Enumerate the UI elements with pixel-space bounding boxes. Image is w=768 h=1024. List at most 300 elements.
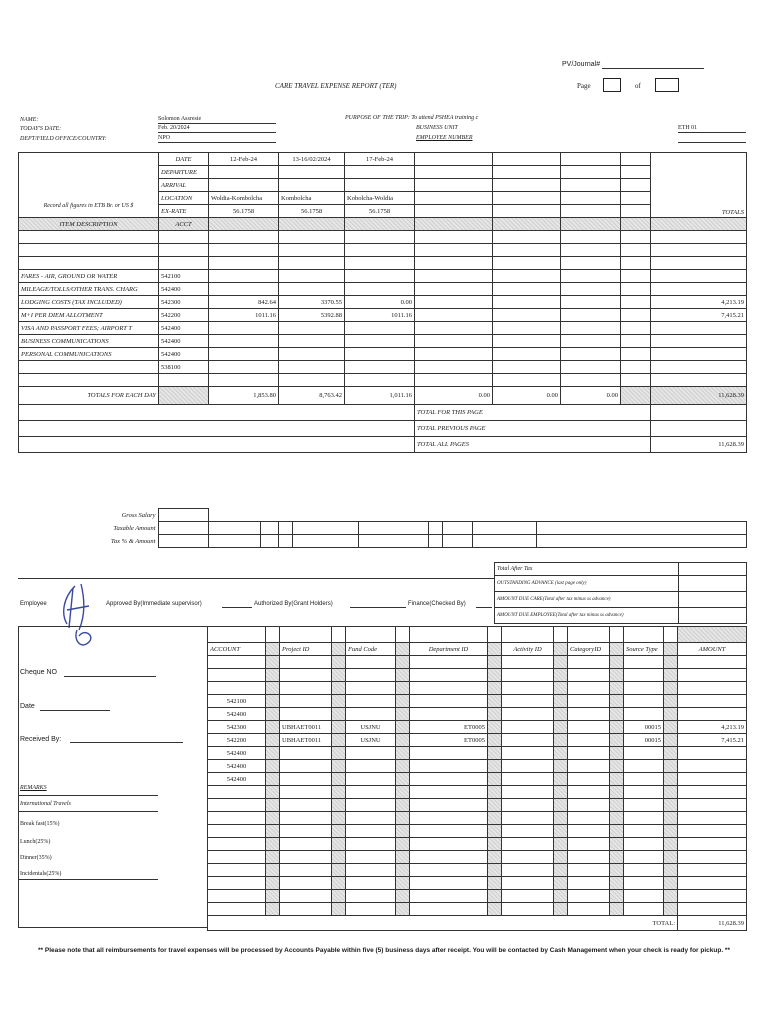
coding-spacer bbox=[396, 734, 410, 747]
coding-department-id[interactable] bbox=[410, 695, 488, 708]
item-account: 542400 bbox=[159, 283, 209, 296]
coding-department-id[interactable] bbox=[410, 760, 488, 773]
expense-item-row bbox=[19, 348, 747, 361]
departure-col-1[interactable] bbox=[209, 166, 279, 179]
coding-spacer bbox=[554, 773, 568, 786]
total-all-pages-label: TOTAL ALL PAGES bbox=[415, 437, 651, 453]
coding-category-id[interactable] bbox=[568, 734, 610, 747]
coding-fund-code[interactable] bbox=[346, 708, 396, 721]
item-value-col-7[interactable] bbox=[621, 335, 651, 348]
tax-pct-label: Tax % & Amount bbox=[110, 537, 156, 545]
item-value-col-6[interactable] bbox=[561, 309, 621, 322]
departure-col-6[interactable] bbox=[561, 166, 621, 179]
coding-spacer bbox=[664, 734, 678, 747]
coding-category-id[interactable] bbox=[568, 695, 610, 708]
item-value-col-7[interactable] bbox=[621, 361, 651, 374]
amount-due-care-value[interactable] bbox=[679, 592, 747, 608]
business-unit-code[interactable]: ETH 01 bbox=[678, 124, 746, 133]
day-total-6: 0.00 bbox=[561, 387, 621, 405]
coding-total-value: 11,628.39 bbox=[678, 916, 747, 931]
location-col-1[interactable]: Woldia-Kombolcha bbox=[209, 192, 279, 205]
item-value-col-5[interactable] bbox=[493, 309, 561, 322]
departure-col-5[interactable] bbox=[493, 166, 561, 179]
grand-total: 11,628.39 bbox=[651, 387, 747, 405]
item-description: BUSINESS COMMUNICATIONS bbox=[19, 335, 159, 348]
location-col-3[interactable]: Kobolcha-Woldia bbox=[345, 192, 415, 205]
item-value-col-3[interactable] bbox=[345, 322, 415, 335]
item-value-col-2[interactable] bbox=[279, 361, 345, 374]
exrate-col-6[interactable] bbox=[561, 205, 621, 218]
incidentals-label: Incidentals(25%) bbox=[20, 871, 62, 877]
item-value-col-2[interactable] bbox=[279, 270, 345, 283]
coding-amount[interactable] bbox=[678, 695, 747, 708]
coding-spacer bbox=[554, 708, 568, 721]
item-value-col-3[interactable] bbox=[345, 335, 415, 348]
breakfast-label: Break fast(15%) bbox=[20, 821, 60, 827]
expense-item-row bbox=[19, 283, 747, 296]
date-col-7[interactable] bbox=[621, 153, 651, 166]
totals-header: TOTALS bbox=[651, 153, 747, 218]
coding-amount[interactable] bbox=[678, 708, 747, 721]
item-value-col-7[interactable] bbox=[621, 296, 651, 309]
item-account: 542400 bbox=[159, 322, 209, 335]
coding-fund-code[interactable]: USJNU bbox=[346, 734, 396, 747]
total-all-pages-value: 11,628.39 bbox=[651, 437, 747, 453]
purpose-text: PURPOSE OF THE TRIP: To attend PSHEA training c bbox=[345, 115, 479, 121]
arrival-col-1[interactable] bbox=[209, 179, 279, 192]
expense-item-row bbox=[19, 296, 747, 309]
coding-spacer bbox=[610, 721, 624, 734]
coding-spacer bbox=[610, 760, 624, 773]
coding-spacer bbox=[332, 695, 346, 708]
date-col-6[interactable] bbox=[561, 153, 621, 166]
received-by-label: Received By: bbox=[20, 736, 62, 743]
coding-spacer bbox=[664, 695, 678, 708]
pv-journal-label: PV/Journal# bbox=[562, 61, 601, 68]
intl-line bbox=[18, 811, 158, 812]
date-col-3[interactable]: 17-Feb-24 bbox=[345, 153, 415, 166]
day-total-4: 0.00 bbox=[415, 387, 493, 405]
approval-top-rule bbox=[18, 578, 494, 579]
coding-spacer bbox=[664, 760, 678, 773]
item-total bbox=[651, 283, 747, 296]
coding-fund-code[interactable] bbox=[346, 760, 396, 773]
coding-spacer bbox=[664, 721, 678, 734]
coding-spacer bbox=[332, 734, 346, 747]
departure-label: DEPARTURE bbox=[159, 166, 209, 179]
amount-due-employee-value[interactable] bbox=[679, 608, 747, 624]
coding-fund-code[interactable] bbox=[346, 773, 396, 786]
item-value-col-6[interactable] bbox=[561, 335, 621, 348]
item-value-col-5[interactable] bbox=[493, 283, 561, 296]
date-col-5[interactable] bbox=[493, 153, 561, 166]
of-label: of bbox=[635, 82, 641, 90]
tax-pct-value[interactable] bbox=[158, 535, 208, 548]
item-value-col-1[interactable] bbox=[209, 348, 279, 361]
coding-spacer bbox=[488, 721, 502, 734]
item-value-col-3[interactable] bbox=[345, 270, 415, 283]
coding-spacer bbox=[488, 773, 502, 786]
coding-amount[interactable] bbox=[678, 773, 747, 786]
departure-col-4[interactable] bbox=[415, 166, 493, 179]
fund-code-header: Fund Code bbox=[346, 643, 396, 656]
day-total-3: 1,011.16 bbox=[345, 387, 415, 405]
item-value-col-7[interactable] bbox=[621, 322, 651, 335]
coding-account[interactable]: 542400 bbox=[208, 773, 266, 786]
coding-spacer bbox=[396, 747, 410, 760]
coding-row bbox=[208, 760, 747, 773]
footer-note: ** Please note that all reimbursements for travel expenses will be processed by Accounts Payable within five (5) business days after receipt. You will be contacted by Cash Management when your check is ready for pickup. ** bbox=[38, 947, 730, 954]
coding-source-type[interactable] bbox=[624, 747, 664, 760]
coding-project-id[interactable] bbox=[280, 747, 332, 760]
exrate-col-5[interactable] bbox=[493, 205, 561, 218]
coding-spacer bbox=[664, 747, 678, 760]
coding-source-type[interactable]: 00015 bbox=[624, 721, 664, 734]
item-description: FARES - AIR, GROUND OR WATER bbox=[19, 270, 159, 283]
item-value-col-4[interactable] bbox=[415, 322, 493, 335]
item-value-col-2[interactable]: 5392.88 bbox=[279, 309, 345, 322]
category-id-header: CategoryID bbox=[568, 643, 610, 656]
item-value-col-2[interactable] bbox=[279, 322, 345, 335]
acct-header: ACCT bbox=[159, 218, 209, 231]
item-value-col-5[interactable] bbox=[493, 348, 561, 361]
item-total bbox=[651, 270, 747, 283]
coding-account[interactable]: 542400 bbox=[208, 760, 266, 773]
coding-category-id[interactable] bbox=[568, 721, 610, 734]
coding-spacer bbox=[266, 721, 280, 734]
item-description bbox=[19, 361, 159, 374]
coding-spacer bbox=[266, 734, 280, 747]
location-col-7[interactable] bbox=[621, 192, 651, 205]
item-total: 4,213.19 bbox=[651, 296, 747, 309]
expense-item-row bbox=[19, 335, 747, 348]
coding-category-id[interactable] bbox=[568, 708, 610, 721]
coding-spacer bbox=[266, 760, 280, 773]
coding-category-id[interactable] bbox=[568, 773, 610, 786]
coding-row bbox=[208, 734, 747, 747]
item-description: PERSONAL COMMUNICATIONS bbox=[19, 348, 159, 361]
coding-source-type[interactable] bbox=[624, 773, 664, 786]
coding-project-id[interactable]: UBHAET0011 bbox=[280, 734, 332, 747]
coding-spacer bbox=[332, 747, 346, 760]
departure-col-7[interactable] bbox=[621, 166, 651, 179]
item-value-col-6[interactable] bbox=[561, 296, 621, 309]
item-value-col-7[interactable] bbox=[621, 270, 651, 283]
coding-activity-id[interactable] bbox=[502, 695, 554, 708]
approved-by-label: Approved By(Immediate supervisor) bbox=[106, 601, 202, 607]
coding-project-id[interactable] bbox=[280, 760, 332, 773]
item-account: 542300 bbox=[159, 296, 209, 309]
coding-activity-id[interactable] bbox=[502, 721, 554, 734]
coding-spacer bbox=[332, 773, 346, 786]
employee-number-label: EMPLOYEE NUMBER bbox=[416, 135, 473, 141]
taxable-amount-value[interactable] bbox=[158, 522, 208, 535]
item-total bbox=[651, 348, 747, 361]
coding-project-id[interactable]: UBHAET0011 bbox=[280, 721, 332, 734]
item-description: MILEAGE/TOLLS/OTHER TRANS. CHARG bbox=[19, 283, 159, 296]
amount-header: AMOUNT bbox=[678, 643, 747, 656]
coding-project-id[interactable] bbox=[280, 708, 332, 721]
coding-spacer bbox=[332, 721, 346, 734]
item-value-col-7[interactable] bbox=[621, 283, 651, 296]
coding-spacer bbox=[610, 747, 624, 760]
arrival-col-7[interactable] bbox=[621, 179, 651, 192]
item-value-col-4[interactable] bbox=[415, 296, 493, 309]
coding-fund-code[interactable]: USJNU bbox=[346, 721, 396, 734]
name-label: NAME: bbox=[20, 117, 39, 123]
exrate-label: EX-RATE bbox=[159, 205, 209, 218]
incidentals-line bbox=[18, 879, 158, 880]
coding-spacer bbox=[332, 760, 346, 773]
coding-spacer bbox=[610, 773, 624, 786]
coding-department-id[interactable] bbox=[410, 773, 488, 786]
coding-source-type[interactable] bbox=[624, 760, 664, 773]
coding-activity-id[interactable] bbox=[502, 708, 554, 721]
coding-activity-id[interactable] bbox=[502, 734, 554, 747]
coding-activity-id[interactable] bbox=[502, 760, 554, 773]
outstanding-advance-label: OUTSTANDING ADVANCE (last page only) bbox=[495, 576, 679, 592]
item-value-col-1[interactable] bbox=[209, 335, 279, 348]
exrate-col-3[interactable]: 56.1758 bbox=[345, 205, 415, 218]
pv-journal-line bbox=[602, 68, 704, 69]
coding-department-id[interactable] bbox=[410, 708, 488, 721]
coding-amount[interactable] bbox=[678, 760, 747, 773]
coding-project-id[interactable] bbox=[280, 695, 332, 708]
item-value-col-5[interactable] bbox=[493, 270, 561, 283]
coding-source-type[interactable] bbox=[624, 695, 664, 708]
date-col-2[interactable]: 13-16/02/2024 bbox=[279, 153, 345, 166]
received-by-line[interactable] bbox=[70, 742, 183, 743]
coding-spacer bbox=[610, 734, 624, 747]
exrate-col-2[interactable]: 56.1758 bbox=[279, 205, 345, 218]
authorized-by-line bbox=[350, 607, 406, 608]
item-value-col-5[interactable] bbox=[493, 322, 561, 335]
activity-id-header: Activity ID bbox=[502, 643, 554, 656]
item-account: 542400 bbox=[159, 348, 209, 361]
item-total bbox=[651, 361, 747, 374]
item-value-col-4[interactable] bbox=[415, 335, 493, 348]
date-label: TODAY'S DATE: bbox=[20, 126, 62, 132]
expense-item-row bbox=[19, 270, 747, 283]
item-value-col-6[interactable] bbox=[561, 283, 621, 296]
page-count-box[interactable] bbox=[655, 78, 679, 92]
coding-row bbox=[208, 773, 747, 786]
location-col-5[interactable] bbox=[493, 192, 561, 205]
panel-date-line[interactable] bbox=[40, 710, 110, 711]
coding-spacer bbox=[266, 773, 280, 786]
date-row-label: DATE bbox=[159, 153, 209, 166]
item-value-col-4[interactable] bbox=[415, 270, 493, 283]
total-after-tax-label: Total After Tax bbox=[495, 563, 679, 576]
cheque-line[interactable] bbox=[64, 676, 156, 677]
coding-source-type[interactable]: 00015 bbox=[624, 734, 664, 747]
coding-spacer bbox=[332, 708, 346, 721]
total-this-page-label: TOTAL FOR THIS PAGE bbox=[415, 405, 651, 421]
date-value[interactable]: Feb. 20/2024 bbox=[158, 124, 276, 133]
item-value-col-6[interactable] bbox=[561, 361, 621, 374]
coding-row bbox=[208, 747, 747, 760]
item-account: 538100 bbox=[159, 361, 209, 374]
item-value-col-6[interactable] bbox=[561, 322, 621, 335]
arrival-col-6[interactable] bbox=[561, 179, 621, 192]
gross-salary-label: Gross Salary bbox=[121, 511, 156, 519]
remarks-label: REMARKS bbox=[20, 785, 47, 791]
total-previous-value bbox=[651, 421, 747, 437]
item-value-col-2[interactable] bbox=[279, 348, 345, 361]
item-account: 542200 bbox=[159, 309, 209, 322]
item-value-col-2[interactable]: 3370.55 bbox=[279, 296, 345, 309]
employee-label: Employee bbox=[20, 601, 47, 607]
total-this-page-value bbox=[651, 405, 747, 421]
source-type-header: Source Type bbox=[624, 643, 664, 656]
approved-by-line bbox=[222, 607, 252, 608]
coding-account[interactable]: 542200 bbox=[208, 734, 266, 747]
departure-col-3[interactable] bbox=[345, 166, 415, 179]
coding-account[interactable]: 542100 bbox=[208, 695, 266, 708]
coding-department-id[interactable] bbox=[410, 747, 488, 760]
date-col-4[interactable] bbox=[415, 153, 493, 166]
item-total bbox=[651, 335, 747, 348]
coding-activity-id[interactable] bbox=[502, 773, 554, 786]
item-account: 542100 bbox=[159, 270, 209, 283]
finance-label: Finance(Checked By) bbox=[408, 601, 466, 607]
page-label: Page bbox=[577, 82, 591, 90]
total-previous-page-label: TOTAL PREVIOUS PAGE bbox=[415, 421, 651, 437]
day-total-2: 8,763.42 bbox=[279, 387, 345, 405]
date-col-1[interactable]: 12-Feb-24 bbox=[209, 153, 279, 166]
coding-table bbox=[207, 626, 747, 931]
outstanding-advance-value[interactable] bbox=[679, 576, 747, 592]
coding-spacer bbox=[396, 708, 410, 721]
coding-row bbox=[208, 708, 747, 721]
item-value-col-5[interactable] bbox=[493, 335, 561, 348]
amount-due-employee-label: AMOUNT DUE EMPLOYEE(Total after tax minus ss advance) bbox=[495, 608, 679, 624]
totals-each-day-label: TOTALS FOR EACH DAY bbox=[19, 387, 159, 405]
coding-project-id[interactable] bbox=[280, 773, 332, 786]
item-value-col-3[interactable] bbox=[345, 283, 415, 296]
coding-spacer bbox=[488, 695, 502, 708]
item-description: M+I PER DIEM ALLOTMENT bbox=[19, 309, 159, 322]
item-value-col-4[interactable] bbox=[415, 309, 493, 322]
coding-spacer bbox=[664, 773, 678, 786]
item-value-col-1[interactable] bbox=[209, 361, 279, 374]
arrival-col-4[interactable] bbox=[415, 179, 493, 192]
coding-spacer bbox=[396, 721, 410, 734]
coding-row bbox=[208, 721, 747, 734]
dept-value[interactable]: NPO bbox=[158, 134, 276, 143]
page-number-box[interactable] bbox=[603, 78, 621, 92]
item-value-col-7[interactable] bbox=[621, 309, 651, 322]
item-value-col-3[interactable] bbox=[345, 361, 415, 374]
coding-spacer bbox=[554, 721, 568, 734]
item-value-col-3[interactable] bbox=[345, 348, 415, 361]
day-total-1: 1,853.80 bbox=[209, 387, 279, 405]
item-value-col-2[interactable] bbox=[279, 283, 345, 296]
item-value-col-5[interactable] bbox=[493, 361, 561, 374]
item-value-col-5[interactable] bbox=[493, 296, 561, 309]
item-value-col-3[interactable]: 0.00 bbox=[345, 296, 415, 309]
item-value-col-6[interactable] bbox=[561, 270, 621, 283]
location-col-6[interactable] bbox=[561, 192, 621, 205]
coding-fund-code[interactable] bbox=[346, 747, 396, 760]
exrate-col-7[interactable] bbox=[621, 205, 651, 218]
arrival-col-5[interactable] bbox=[493, 179, 561, 192]
item-value-col-2[interactable] bbox=[279, 335, 345, 348]
coding-spacer bbox=[488, 747, 502, 760]
arrival-col-3[interactable] bbox=[345, 179, 415, 192]
coding-account[interactable]: 542400 bbox=[208, 747, 266, 760]
amount-due-care-label: AMOUNT DUE CARE(Total after tax minus ss advance) bbox=[495, 592, 679, 608]
location-col-4[interactable] bbox=[415, 192, 493, 205]
expense-item-row bbox=[19, 322, 747, 335]
item-value-col-7[interactable] bbox=[621, 348, 651, 361]
item-value-col-4[interactable] bbox=[415, 283, 493, 296]
finance-line bbox=[476, 607, 492, 608]
item-value-col-4[interactable] bbox=[415, 361, 493, 374]
item-total: 7,415.21 bbox=[651, 309, 747, 322]
item-value-col-1[interactable] bbox=[209, 270, 279, 283]
departure-col-2[interactable] bbox=[279, 166, 345, 179]
item-value-col-1[interactable]: 842.64 bbox=[209, 296, 279, 309]
lunch-label: Lunch(25%) bbox=[20, 839, 51, 845]
coding-fund-code[interactable] bbox=[346, 695, 396, 708]
business-unit-label: BUSINESS UNIT bbox=[416, 125, 458, 131]
department-id-header: Department ID bbox=[410, 643, 488, 656]
exrate-col-4[interactable] bbox=[415, 205, 493, 218]
coding-activity-id[interactable] bbox=[502, 747, 554, 760]
item-value-col-1[interactable] bbox=[209, 322, 279, 335]
item-value-col-1[interactable] bbox=[209, 283, 279, 296]
authorized-by-label: Authorized By(Grant Holders) bbox=[254, 601, 333, 607]
coding-account[interactable]: 542300 bbox=[208, 721, 266, 734]
item-value-col-6[interactable] bbox=[561, 348, 621, 361]
coding-amount[interactable]: 7,415.21 bbox=[678, 734, 747, 747]
coding-amount[interactable] bbox=[678, 747, 747, 760]
total-after-tax-value[interactable] bbox=[679, 563, 747, 576]
dept-label: DEPT/FIELD OFFICE/COUNTRY: bbox=[20, 136, 107, 142]
taxable-amount-label: Taxable Amount bbox=[113, 524, 156, 532]
coding-department-id[interactable]: ET0005 bbox=[410, 721, 488, 734]
coding-spacer bbox=[266, 695, 280, 708]
coding-spacer bbox=[266, 747, 280, 760]
coding-department-id[interactable]: ET0005 bbox=[410, 734, 488, 747]
coding-spacer bbox=[554, 760, 568, 773]
account-header: ACCOUNT bbox=[208, 643, 266, 656]
coding-spacer bbox=[488, 734, 502, 747]
international-travels-label: International Travels bbox=[20, 801, 71, 807]
name-value[interactable]: Solomon Assresie bbox=[158, 115, 276, 124]
arrival-col-2[interactable] bbox=[279, 179, 345, 192]
report-title: CARE TRAVEL EXPENSE REPORT (TER) bbox=[275, 82, 397, 90]
coding-row bbox=[208, 695, 747, 708]
item-value-col-4[interactable] bbox=[415, 348, 493, 361]
coding-spacer bbox=[610, 695, 624, 708]
coding-account[interactable]: 542400 bbox=[208, 708, 266, 721]
item-value-col-1[interactable]: 1011.16 bbox=[209, 309, 279, 322]
gross-salary-value[interactable] bbox=[158, 509, 208, 522]
coding-source-type[interactable] bbox=[624, 708, 664, 721]
coding-category-id[interactable] bbox=[568, 760, 610, 773]
coding-category-id[interactable] bbox=[568, 747, 610, 760]
item-description: LODGING COSTS (TAX INCLUDED) bbox=[19, 296, 159, 309]
coding-amount[interactable]: 4,213.19 bbox=[678, 721, 747, 734]
coding-spacer bbox=[396, 773, 410, 786]
location-col-2[interactable]: Kombolcha bbox=[279, 192, 345, 205]
expense-item-row bbox=[19, 309, 747, 322]
item-value-col-3[interactable]: 1011.16 bbox=[345, 309, 415, 322]
exrate-col-1[interactable]: 56.1758 bbox=[209, 205, 279, 218]
item-description: VISA AND PASSPORT FEES; AIRPORT T bbox=[19, 322, 159, 335]
